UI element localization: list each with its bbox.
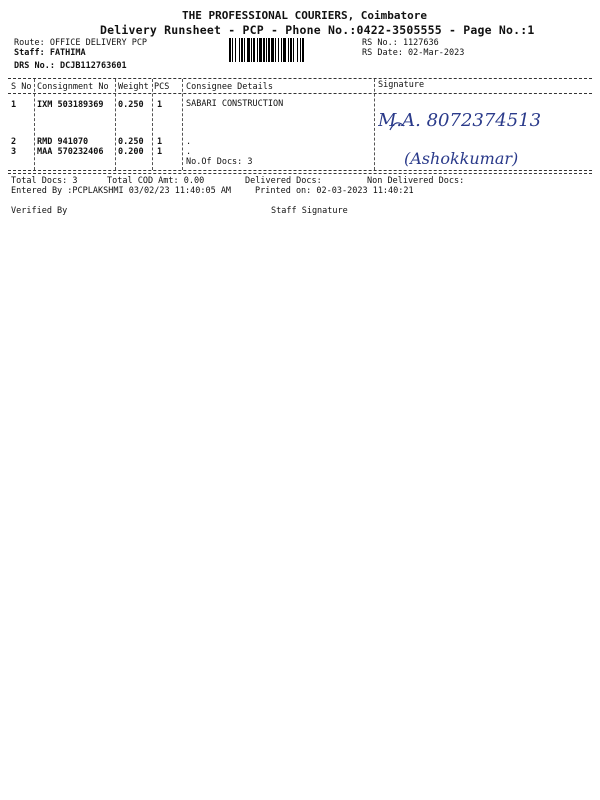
- row-3-consignee: .: [186, 147, 192, 157]
- row-2-sno: 2: [11, 137, 17, 147]
- barcode-bar: [275, 38, 276, 62]
- barcode-bar: [300, 38, 301, 62]
- table-header-rule: [8, 93, 592, 94]
- barcode-bar: [278, 38, 279, 62]
- row-3-sno: 3: [11, 147, 17, 157]
- barcode-bar: [281, 38, 282, 62]
- signature-line-1: M.A. 8072374513: [378, 110, 542, 131]
- drs-number: DRS No.: DCJB112763601: [14, 61, 127, 71]
- barcode-bar: [266, 38, 267, 62]
- col-divider: [115, 79, 116, 170]
- barcode-bar: [244, 38, 245, 62]
- col-divider: [374, 79, 375, 170]
- barcode-bar: [247, 38, 250, 62]
- barcode-bar: [263, 38, 265, 62]
- barcode-bar: [290, 38, 292, 62]
- signature-line-2: (Ashokkumar): [404, 149, 519, 168]
- barcode-bar: [297, 38, 298, 62]
- barcode-bar: [235, 38, 236, 62]
- header-weight: Weight: [118, 82, 149, 92]
- header-consignee: Consignee Details: [186, 82, 273, 92]
- total-docs: Total Docs: 3: [11, 176, 78, 186]
- barcode-bar: [251, 38, 252, 62]
- barcode-bar: [268, 38, 270, 62]
- row-2-pcs: 1: [157, 137, 163, 147]
- rs-number: RS No.: 1127636: [362, 38, 439, 48]
- barcode-bar: [259, 38, 262, 62]
- row-2-consignment: RMD 941070: [37, 137, 89, 147]
- row-2-weight: 0.250: [118, 137, 144, 147]
- no-of-docs: No.Of Docs: 3: [186, 157, 253, 167]
- col-divider: [152, 79, 153, 170]
- header-signature: Signature: [378, 80, 425, 90]
- printed-on: Printed on: 02-03-2023 11:40:21: [255, 186, 414, 196]
- barcode-bar: [283, 38, 286, 62]
- verified-by: Verified By: [11, 206, 68, 216]
- row-1-pcs: 1: [157, 100, 163, 110]
- row-2-consignee: .: [186, 137, 192, 147]
- rs-date: RS Date: 02-Mar-2023: [362, 48, 465, 58]
- row-3-pcs: 1: [157, 147, 163, 157]
- row-1-weight: 0.250: [118, 100, 144, 110]
- header-consignment: Consignment No: [37, 82, 109, 92]
- barcode-bar: [253, 38, 255, 62]
- staff-label: Staff: FATHIMA: [14, 48, 86, 58]
- barcode-bar: [239, 38, 240, 62]
- barcode-bar: [288, 38, 289, 62]
- table-top-rule: [8, 78, 592, 79]
- row-1-consignment: IXM 503189369: [37, 100, 104, 110]
- barcode-bar: [257, 38, 258, 62]
- barcode-bar: [293, 38, 294, 62]
- runsheet-title: Delivery Runsheet - PCP - Phone No.:0422-3505555 - Page No.:1: [100, 23, 535, 37]
- staff-signature: Staff Signature: [271, 206, 348, 216]
- non-delivered-docs: Non Delivered Docs:: [367, 176, 465, 186]
- route-label: Route: OFFICE DELIVERY PCP: [14, 38, 148, 48]
- col-divider: [182, 79, 183, 170]
- entered-by: Entered By :PCPLAKSHMI 03/02/23 11:40:05 AM: [11, 186, 232, 196]
- delivered-docs: Delivered Docs:: [245, 176, 322, 186]
- barcode-bar: [232, 38, 233, 62]
- row-3-weight: 0.200: [118, 147, 144, 157]
- header-sno: S No: [11, 82, 32, 92]
- barcode-bar: [302, 38, 304, 62]
- col-divider: [34, 79, 35, 170]
- header-pcs: PCS: [154, 82, 170, 92]
- row-3-consignment: MAA 570232406: [37, 147, 104, 157]
- barcode-bar: [271, 38, 274, 62]
- row-1-consignee: SABARI CONSTRUCTION: [186, 99, 284, 109]
- barcode-bar: [241, 38, 243, 62]
- row-1-sno: 1: [11, 100, 17, 110]
- handwritten-signature: [378, 104, 578, 176]
- company-title: THE PROFESSIONAL COURIERS, Coimbatore: [182, 9, 428, 22]
- barcode-bar: [229, 38, 231, 62]
- total-cod: Total COD Amt: 0.00: [107, 176, 205, 186]
- barcode: [229, 38, 357, 62]
